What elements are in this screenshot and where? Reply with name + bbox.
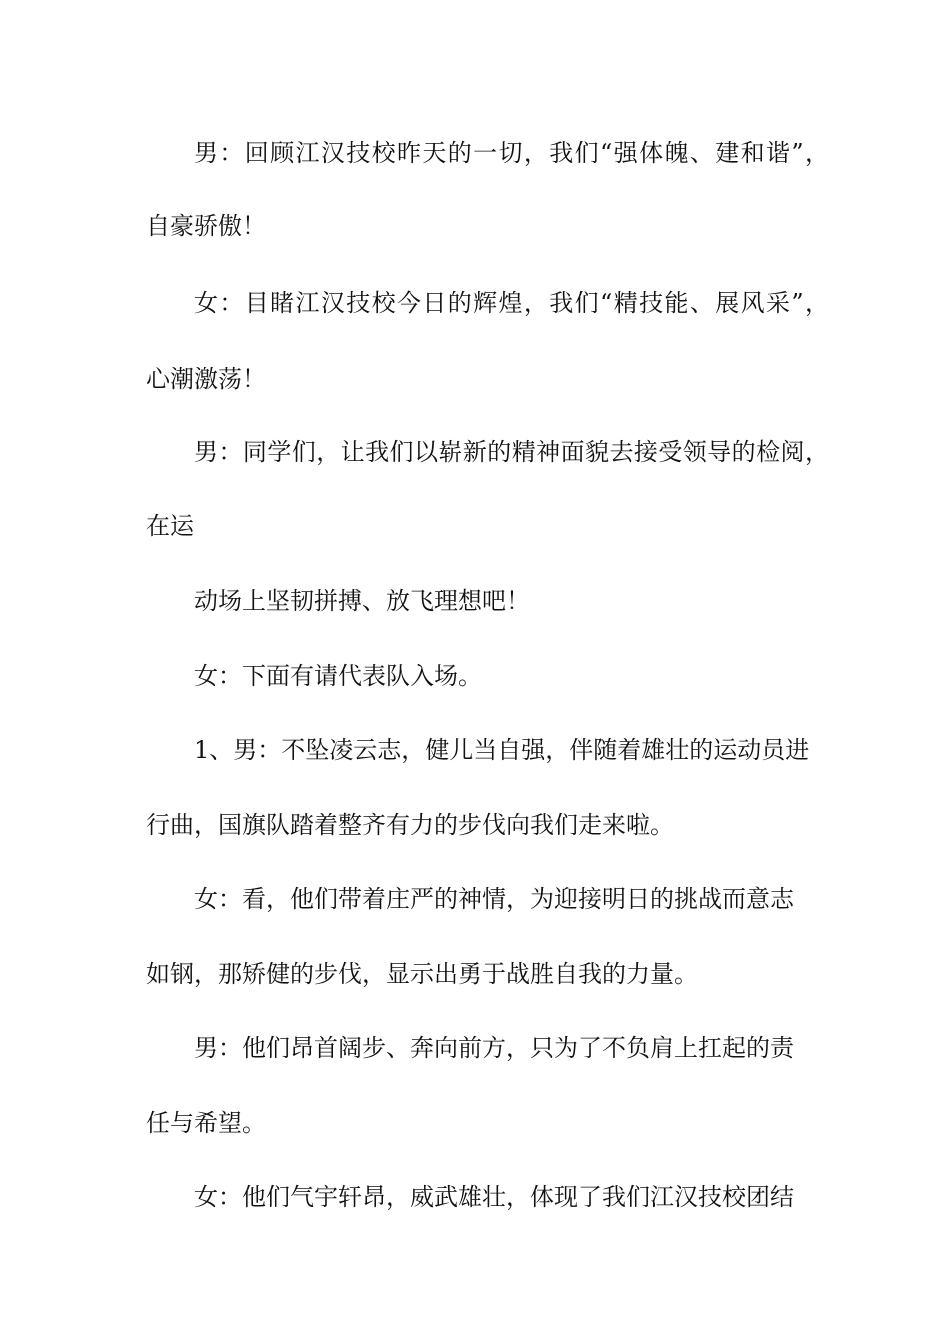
- paragraph-line-15: 女：他们气宇轩昂，威武雄壮，体现了我们江汉技校团结: [194, 1183, 794, 1211]
- paragraph-line-5: 男：同学们，让我们以崭新的精神面貌去接受领导的检阅，: [194, 438, 829, 466]
- paragraph-line-1: 男：回顾江汉技校昨天的一切，我们“强体魄、建和谐”，: [194, 139, 829, 167]
- paragraph-line-8: 女：下面有请代表队入场。: [194, 662, 482, 690]
- paragraph-line-11: 女：看，他们带着庄严的神情，为迎接明日的挑战而意志: [194, 885, 794, 913]
- paragraph-line-13: 男：他们昂首阔步、奔向前方，只为了不负肩上扛起的责: [194, 1034, 794, 1062]
- paragraph-line-6: 在运: [146, 512, 194, 540]
- paragraph-line-12: 如钢，那矫健的步伐，显示出勇于战胜自我的力量。: [146, 960, 698, 988]
- paragraph-line-9: 1、男：不坠凌云志，健儿当自强，伴随着雄壮的运动员进: [194, 736, 810, 764]
- paragraph-line-14: 任与希望。: [146, 1109, 266, 1137]
- paragraph-line-4: 心潮激荡！: [146, 365, 266, 393]
- paragraph-line-3: 女：目睹江汉技校今日的辉煌，我们“精技能、展风采”，: [194, 289, 829, 317]
- paragraph-line-10: 行曲，国旗队踏着整齐有力的步伐向我们走来啦。: [146, 811, 674, 839]
- paragraph-line-2: 自豪骄傲！: [146, 212, 266, 240]
- paragraph-line-7: 动场上坚韧拼搏、放飞理想吧！: [194, 587, 530, 615]
